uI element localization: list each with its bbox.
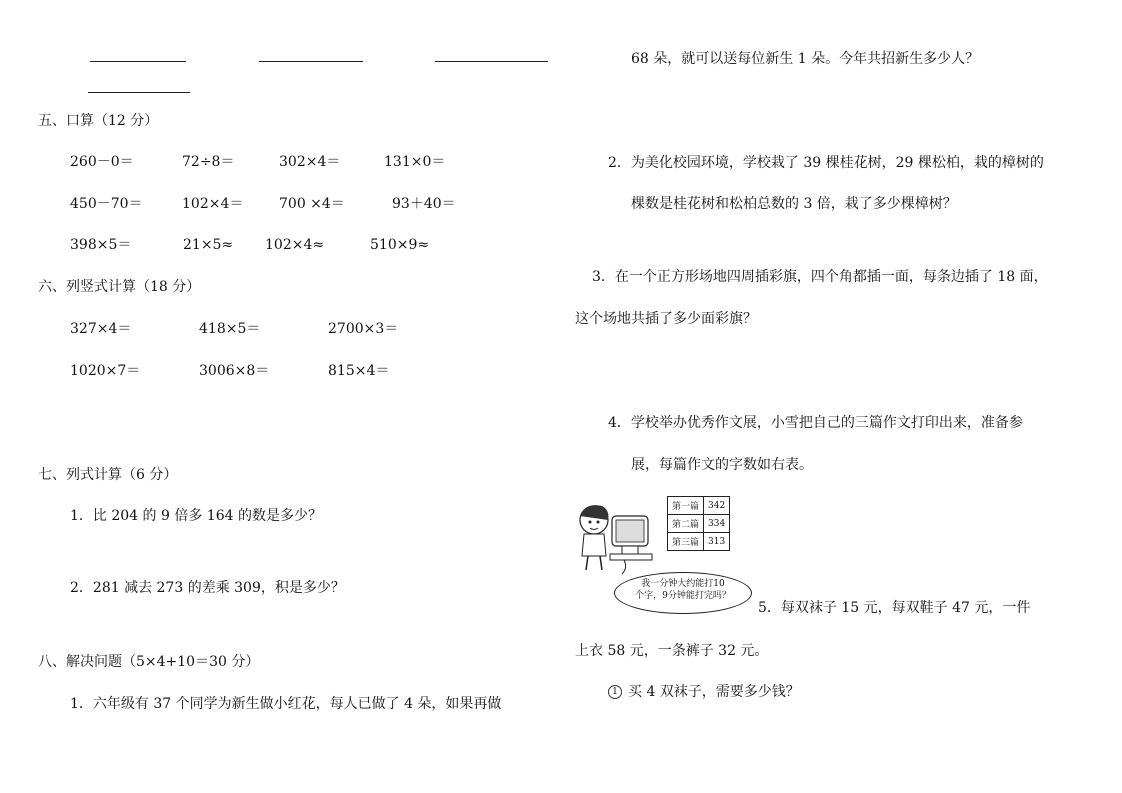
question-8-5-line2: 上衣 58 元，一条裤子 32 元。 <box>575 643 769 659</box>
answer-blank[interactable] <box>88 92 190 93</box>
question-8-2-line2: 棵数是桂花树和松柏总数的 3 倍，栽了多少棵樟树？ <box>631 196 957 212</box>
question-8-2-line1: 2．为美化校园环境，学校栽了 39 棵桂花树，29 棵松柏，栽的樟树的 <box>608 155 1044 171</box>
vertical-calc-item: 327×4＝ <box>70 321 132 337</box>
answer-blank[interactable] <box>90 61 186 62</box>
essay-name: 第二篇 <box>668 515 704 533</box>
vertical-calc-item: 2700×3＝ <box>328 321 399 337</box>
question-7-2: 2．281 减去 273 的差乘 309，积是多少？ <box>70 580 345 596</box>
mental-math-item: 72÷8＝ <box>182 154 235 170</box>
answer-blank[interactable] <box>259 61 363 62</box>
question-8-5-sub1 <box>608 685 800 699</box>
vertical-calc-item: 815×4＝ <box>328 363 390 379</box>
section-6-title: 六、列竖式计算（18 分） <box>38 279 201 295</box>
mental-math-item: 302×4＝ <box>279 154 341 170</box>
vertical-calc-item: 1020×7＝ <box>70 363 141 379</box>
mental-math-item: 93＋40＝ <box>392 196 456 212</box>
mental-math-item: 510×9≈ <box>370 237 430 253</box>
question-8-1-line1: 1．六年级有 37 个同学为新生做小红花，每人已做了 4 朵，如果再做 <box>70 696 502 712</box>
question-8-5-line1: 5．每双袜子 15 元，每双鞋子 47 元，一件 <box>758 600 1031 616</box>
vertical-calc-item: 418×5＝ <box>199 321 261 337</box>
sub-question-text: 买 4 双袜子，需要多少钱？ <box>628 684 800 700</box>
mental-math-item: 102×4＝ <box>182 196 244 212</box>
question-8-3-line1: 3．在一个正方形场地四周插彩旗，四个角都插一面，每条边插了 18 面， <box>592 269 1048 285</box>
essay-name: 第三篇 <box>668 533 704 551</box>
question-8-1-line2: 68 朵，就可以送每位新生 1 朵。今年共招新生多少人？ <box>631 51 980 67</box>
circled-number: 1 <box>608 685 622 699</box>
mental-math-item: 131×0＝ <box>384 154 446 170</box>
mental-math-item: 398×5＝ <box>70 237 132 253</box>
essay-count: 342 <box>704 497 730 515</box>
essay-count: 334 <box>704 515 730 533</box>
mental-math-item: 260－0＝ <box>70 154 134 170</box>
table-row <box>668 533 730 551</box>
question-8-4-line2: 展，每篇作文的字数如右表。 <box>631 457 813 473</box>
bubble-line: 个字，9分钟能打完吗？ <box>635 591 731 601</box>
question-7-1: 1．比 204 的 9 倍多 164 的数是多少？ <box>70 508 322 524</box>
table-row <box>668 497 730 515</box>
section-7-title: 七、列式计算（6 分） <box>38 467 178 483</box>
section-8-title: 八、解决问题（5×4+10＝30 分） <box>38 654 260 670</box>
bubble-line: 我一分钟大约能打10 <box>641 579 725 589</box>
essay-word-count-table <box>667 496 730 551</box>
mental-math-item: 102×4≈ <box>265 237 325 253</box>
table-row <box>668 515 730 533</box>
section-5-title: 五、口算（12 分） <box>38 113 159 129</box>
mental-math-item: 450－70＝ <box>70 196 143 212</box>
vertical-calc-item: 3006×8＝ <box>199 363 270 379</box>
speech-bubble <box>614 572 752 614</box>
question-8-3-line2: 这个场地共插了多少面彩旗？ <box>575 311 757 327</box>
mental-math-item: 21×5≈ <box>183 237 234 253</box>
essay-name: 第一篇 <box>668 497 704 515</box>
question-8-4-line1: 4．学校举办优秀作文展，小雪把自己的三篇作文打印出来，准备参 <box>608 415 1023 431</box>
mental-math-item: 700 ×4＝ <box>279 196 345 212</box>
answer-blank[interactable] <box>435 61 548 62</box>
essay-count: 313 <box>704 533 730 551</box>
